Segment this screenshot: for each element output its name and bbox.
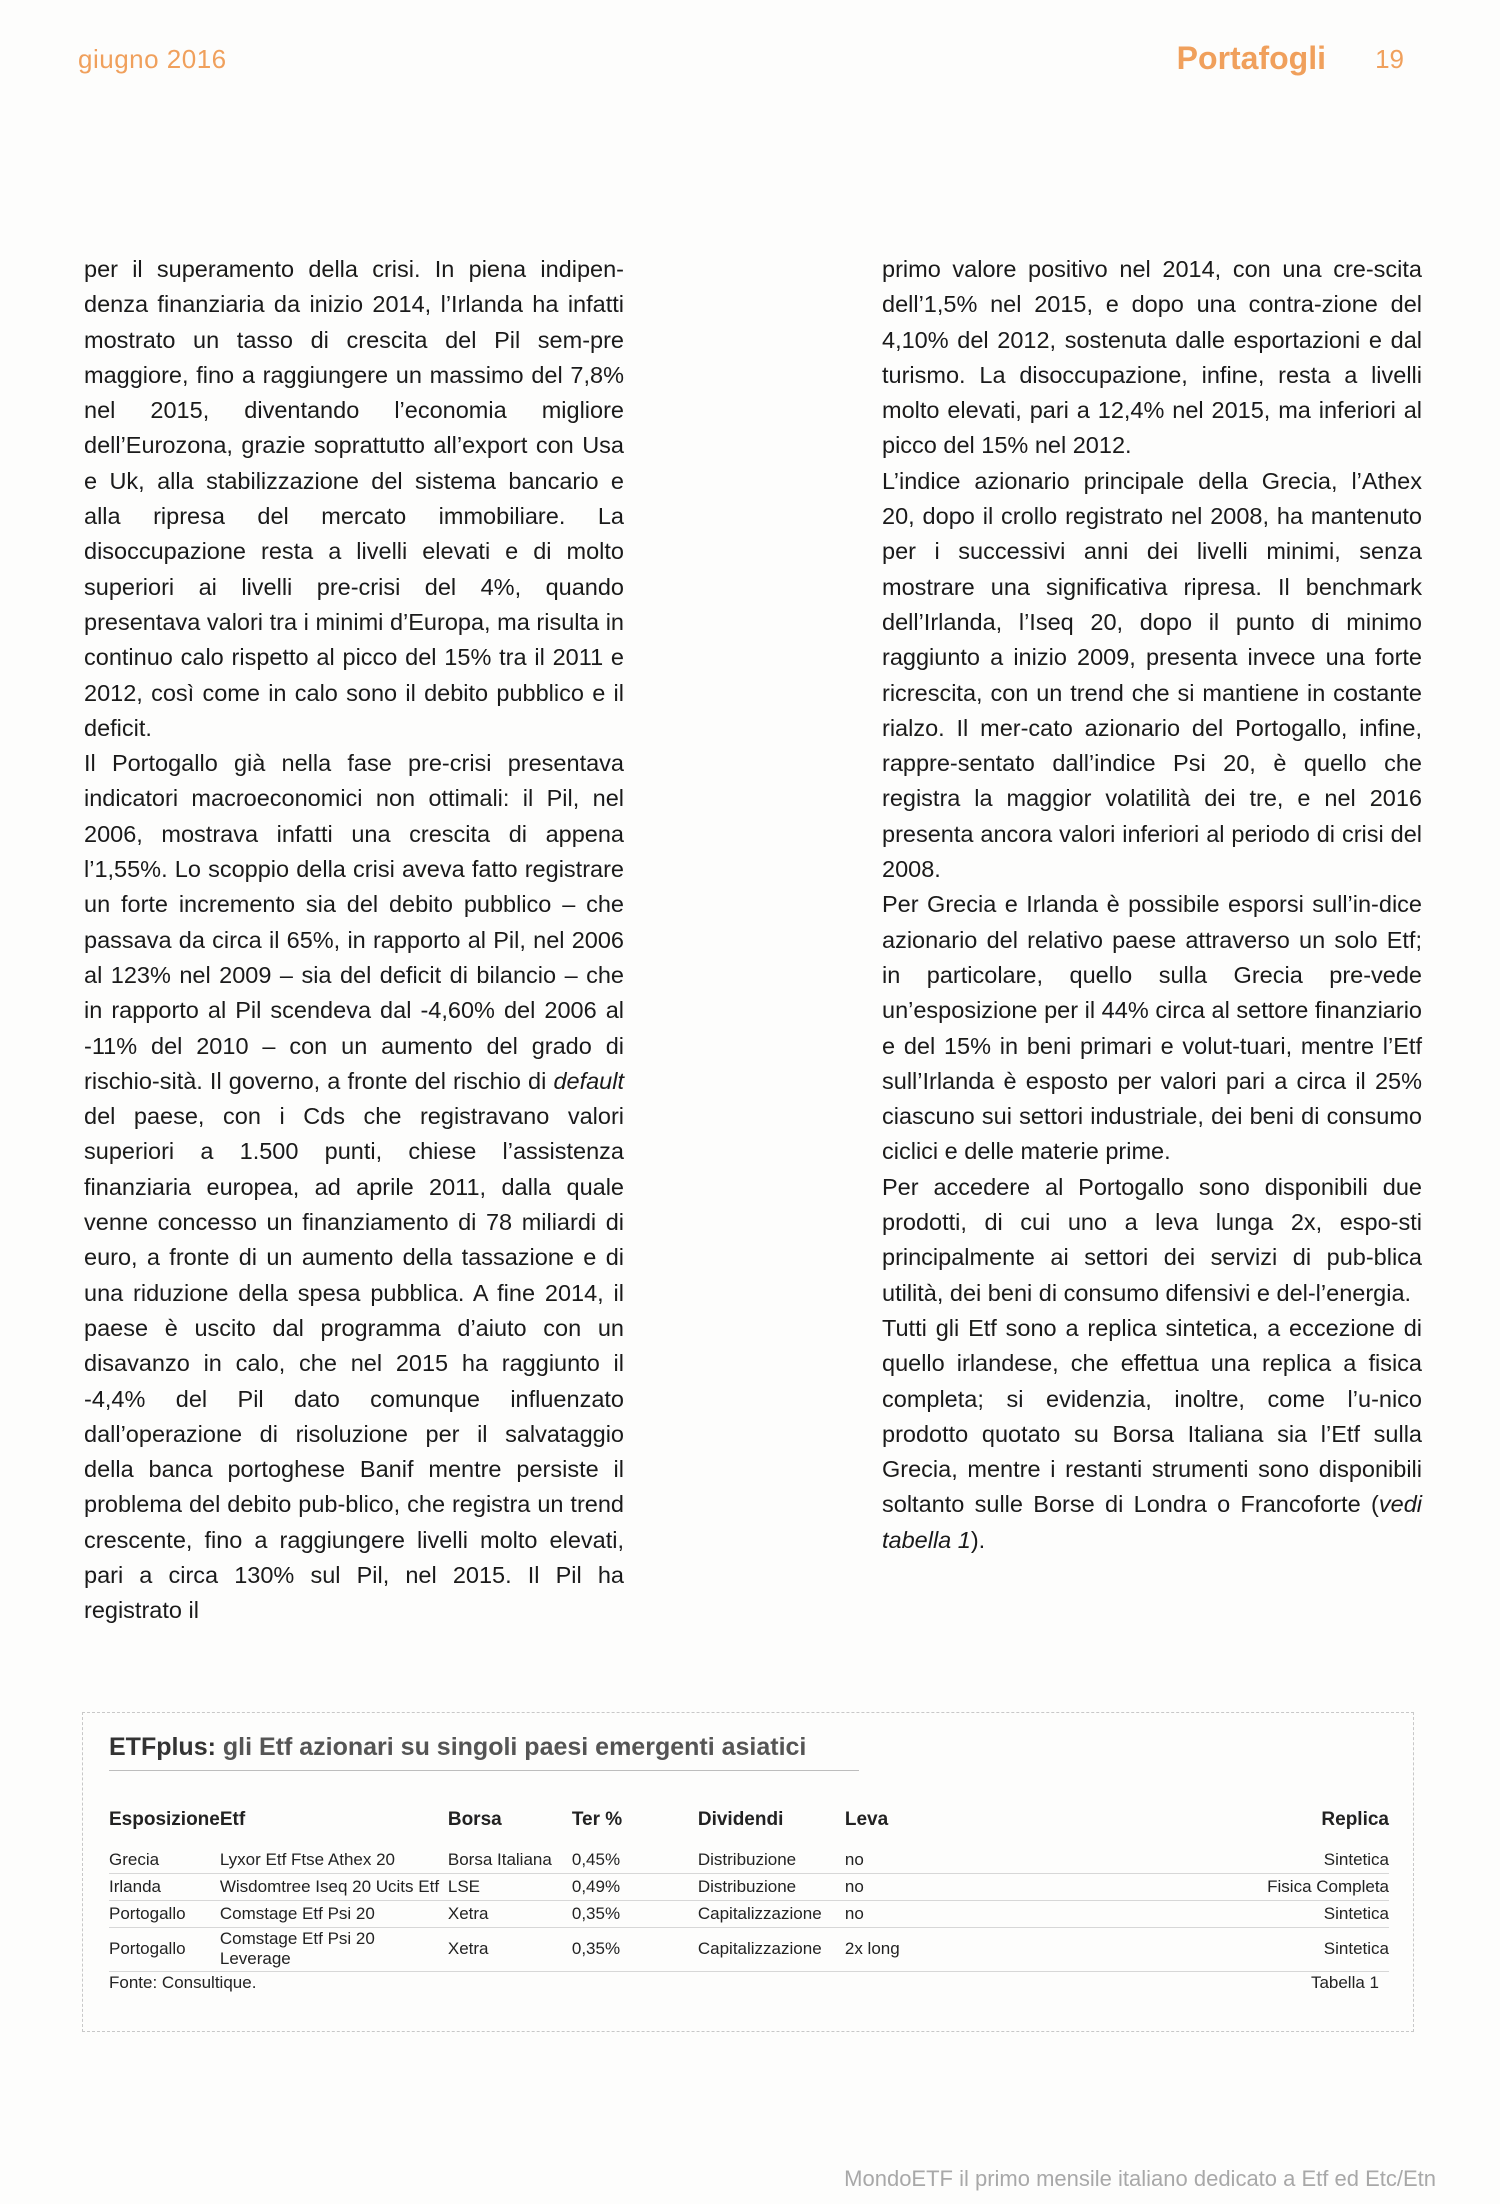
table-cell: Sintetica: [976, 1847, 1389, 1874]
table-cell: Borsa Italiana: [448, 1847, 572, 1874]
section-title: Portafogli: [1176, 40, 1326, 76]
table-source: Fonte: Consultique.: [109, 1973, 257, 1992]
table-cell: Comstage Etf Psi 20: [220, 1901, 448, 1928]
page-number: 19: [1375, 44, 1404, 74]
paragraph-irlanda: per il superamento della crisi. In piena indipen-denza finanziaria da inizio 2014, l’Irlanda ha infatti mostrato un tasso di crescita del Pil sem-pre maggiore, fino a raggiungere un massimo del 7,8% nel 2015, diventando l’economia migliore dell’Eurozona, grazie soprattutto all’export con Usa e Uk, alla stabilizzazione del sistema bancario e alla ripresa del mercato immobiliare. La disoccupazione resta a livelli elevati e di molto superiori ai livelli pre-crisi del 4%, quando presentava valori tra i minimi d’Europa, ma risulta in continuo calo rispetto al picco del 15% tra il 2011 e 2012, così come in calo sono il debito pubblico e il deficit.: [84, 256, 624, 741]
table-cell: Distribuzione: [698, 1847, 845, 1874]
col-header: Leva: [844, 1809, 889, 1830]
footer-tagline: MondoETF il primo mensile italiano dedicato a Etf ed Etc/Etn: [844, 2166, 1436, 2191]
paragraph-portogallo: Il Portogallo già nella fase pre-crisi presentava indicatori macroeconomici non ottimali: il Pil, nel 2006, mostrava infatti una crescita di appena l’1,55%. Lo scoppio della crisi aveva fatto registrare un forte incremento sia del debito pubblico – che passava da circa il 65%, in rapporto al Pil, nel 2006 al 123% nel 2009 – sia del deficit di bilancio – che in rapporto al Pil scendeva dal -4,60% del 2006 al -11% del 2010 – con un aumento del grado di rischio-sità. Il governo, a fronte del rischio di default del paese, con i Cds che registravano valori superiori a 1.500 punti, chiese l’assistenza finanziaria europea, ad aprile 2011, dalla quale venne concesso un finanziamento di 78 miliardi di euro, a fronte di un aumento della tassazione e di una riduzione della spesa pubblica. A fine 2014, il paese è uscito dal programma d’aiuto con un disavanzo in calo, che nel 2015 ha raggiunto il -4,4% del Pil dato comunque influenzato dall’operazione di risoluzione per il salvataggio della banca portoghese Banif mentre persiste il problema del debito pub-blico, che registra un trend crescente, fino a raggiungere livelli molto elevati, pari a circa 130% sul Pil, nel 2015. Il Pil ha registrato il: [84, 750, 624, 1624]
table-cell: no: [845, 1847, 976, 1874]
table-cell: Lyxor Etf Ftse Athex 20: [220, 1847, 448, 1874]
paragraph-replica: Tutti gli Etf sono a replica sintetica, a eccezione di quello irlandese, che effettua una replica a fisica completa; si evidenzia, inoltre, come l’u-nico prodotto quotato su Borsa Italiana sia l’Etf sulla Grecia, mentre i restanti strumenti sono disponibili soltanto sulle Borse di Londra o Francoforte (vedi tabella 1).: [882, 1314, 1422, 1553]
table-cell: Xetra: [448, 1928, 572, 1972]
issue-date: giugno 2016: [78, 44, 227, 74]
table-row: [109, 1901, 1389, 1928]
italic-term: default: [553, 1067, 624, 1094]
table-cell: Wisdomtree Iseq 20 Ucits Etf: [220, 1874, 448, 1901]
table-cell: 2x long: [845, 1928, 976, 1972]
table-cell: Comstage Etf Psi 20 Leverage: [220, 1928, 448, 1972]
col-header: Ter %: [571, 1809, 623, 1830]
table-label: Tabella 1: [1310, 1973, 1379, 1992]
table-cell: 0,49%: [572, 1874, 698, 1901]
table-row: [109, 1928, 1389, 1972]
table-row: [109, 1847, 1389, 1874]
etf-table: [109, 1809, 1389, 1972]
table-cell: Grecia: [109, 1847, 220, 1874]
table-title: ETFplus: gli Etf azionari su singoli paesi emergenti asiatici: [109, 1733, 859, 1771]
table-cell: 0,35%: [572, 1901, 698, 1928]
table-cell: Sintetica: [976, 1928, 1389, 1972]
col-header: Esposizione: [109, 1809, 220, 1830]
table-cell: Capitalizzazione: [698, 1901, 845, 1928]
table-cell: Irlanda: [109, 1874, 220, 1901]
article-column-left: [84, 252, 624, 1629]
table-cell: no: [845, 1901, 976, 1928]
table-cell: 0,35%: [572, 1928, 698, 1972]
col-header: Etf: [219, 1809, 246, 1830]
paragraph-indici: L’indice azionario principale della Grecia, l’Athex 20, dopo il crollo registrato nel 2008, ha mantenuto per i successivi anni dei livelli minimi, senza mostrare una significativa ripresa. Il benchmark dell’Irlanda, l’Iseq 20, dopo il punto di minimo raggiunto a inizio 2009, presenta invece una forte ricrescita, con un trend che si mantiene in costante rialzo. Il mer-cato azionario del Portogallo, infine, rappre-sentato dall’indice Psi 20, è quello che registra la maggior volatilità dei tre, e nel 2016 presenta ancora valori inferiori al periodo di crisi del 2008.: [882, 467, 1422, 883]
table-cell: 0,45%: [572, 1847, 698, 1874]
table-cell: Distribuzione: [698, 1874, 845, 1901]
table-cell: Capitalizzazione: [698, 1928, 845, 1972]
table-cell: Portogallo: [109, 1928, 220, 1972]
italic-reference: vedi tabella 1: [882, 1491, 1422, 1553]
col-header: Dividendi: [697, 1809, 784, 1830]
table-cell: LSE: [448, 1874, 572, 1901]
table-row: [109, 1874, 1389, 1901]
table-cell: Portogallo: [109, 1901, 220, 1928]
table-header-row: [109, 1809, 1389, 1847]
article-column-right: [882, 252, 1422, 1558]
table-cell: Sintetica: [976, 1901, 1389, 1928]
table-cell: Xetra: [448, 1901, 572, 1928]
etf-table-box: [82, 1712, 1414, 2032]
table-cell: no: [845, 1874, 976, 1901]
table-cell: Fisica Completa: [976, 1874, 1389, 1901]
paragraph-grecia-irlanda: Per Grecia e Irlanda è possibile esporsi sull’in-dice azionario del relativo paese attraverso un solo Etf; in particolare, quello sulla Grecia pre-vede un’esposizione per il 44% circa al settore finanziario e del 15% in beni primari e volut-tuari, mentre l’Etf sull’Irlanda è esposto per valori pari a circa il 25% ciascuno sui settori industriale, dei beni di consumo ciclici e delle materie prime.: [882, 891, 1422, 1165]
col-header: Replica: [1321, 1809, 1389, 1830]
paragraph-pil: primo valore positivo nel 2014, con una cre-scita dell’1,5% nel 2015, e dopo una contra-zione del 4,10% del 2012, sostenuta dalle esportazioni e dal turismo. La disoccupazione, infine, resta a livelli molto elevati, pari a 12,4% nel 2015, ma inferiori al picco del 15% nel 2012.: [882, 256, 1422, 459]
paragraph-portogallo-prodotti: Per accedere al Portogallo sono disponibili due prodotti, di cui uno a leva lunga 2x, espo-sti principalmente ai settori dei servizi di pub-blica utilità, dei beni di consumo difensivi e del-l’energia.: [882, 1173, 1422, 1306]
col-header: Borsa: [447, 1809, 502, 1830]
